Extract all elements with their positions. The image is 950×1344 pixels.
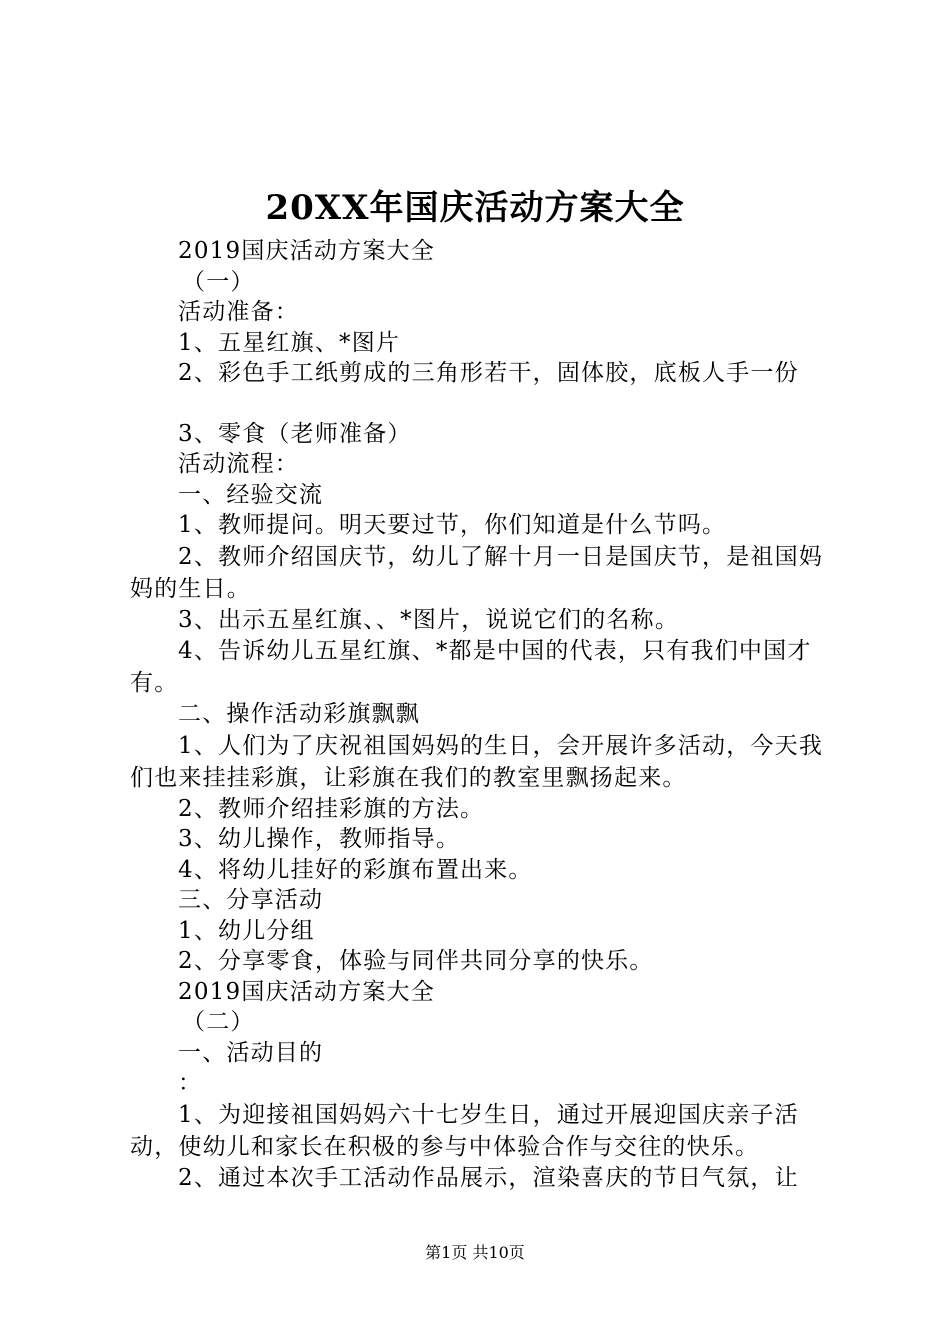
paragraph: 1、五星红旗、*图片 — [178, 329, 401, 356]
paragraph: 二、操作活动彩旗飘飘 — [178, 701, 420, 727]
paragraph: 一、经验交流 — [178, 481, 324, 508]
paragraph: 2、通过本次手工活动作品展示，渲染喜庆的节日气氛，让 — [178, 1164, 799, 1191]
paragraph: 4、将幼儿挂好的彩旗布置出来。 — [178, 856, 533, 883]
blank-line — [130, 389, 830, 419]
document-body — [130, 236, 830, 1193]
paragraph: 2、教师介绍国庆节，幼儿了解十月一日是国庆节，是祖国妈妈的生日。 — [130, 543, 824, 602]
section-number: （二） — [182, 1009, 255, 1035]
paragraph: 一、活动目的 — [178, 1039, 324, 1066]
paragraph: 3、零食（老师准备） — [178, 420, 412, 447]
paragraph: 1、幼儿分组 — [178, 917, 315, 944]
paragraph: 2、彩色手工纸剪成的三角形若干，固体胶，底板人手一份 — [178, 360, 799, 386]
paragraph: 1、教师提问。明天要过节，你们知道是什么节吗。 — [178, 512, 727, 538]
page-footer: 第1页 共10页 — [425, 1243, 525, 1262]
paragraph: 1、为迎接祖国妈妈六十七岁生日，通过开展迎国庆亲子活动，使幼儿和家长在积极的参与中体验合作与交往的快乐。 — [130, 1101, 799, 1160]
document-title: 20XX年国庆活动方案大全 — [265, 188, 685, 228]
paragraph: 4、告诉幼儿五星红旗、*都是中国的代表，只有我们中国才有。 — [130, 638, 812, 696]
paragraph: ： — [178, 1070, 203, 1096]
paragraph: 1、人们为了庆祝祖国妈妈的生日，会开展许多活动，今天我们也来挂挂彩旗，让彩旗在我们的教室里飘扬起来。 — [130, 732, 824, 791]
paragraph: 活动准备： — [178, 299, 299, 325]
paragraph: 2、分享零食，体验与同伴共同分享的快乐。 — [178, 948, 654, 974]
section-number: （一） — [182, 268, 255, 295]
paragraph: 3、出示五星红旗、、*图片，说说它们的名称。 — [178, 606, 680, 633]
paragraph: 活动流程： — [178, 451, 299, 477]
paragraph: 3、幼儿操作，教师指导。 — [178, 826, 461, 852]
paragraph: 2、教师介绍挂彩旗的方法。 — [178, 795, 485, 822]
section-heading: 2019国庆活动方案大全 — [178, 238, 435, 264]
paragraph: 三、分享活动 — [178, 887, 324, 913]
section-heading: 2019国庆活动方案大全 — [178, 978, 435, 1005]
